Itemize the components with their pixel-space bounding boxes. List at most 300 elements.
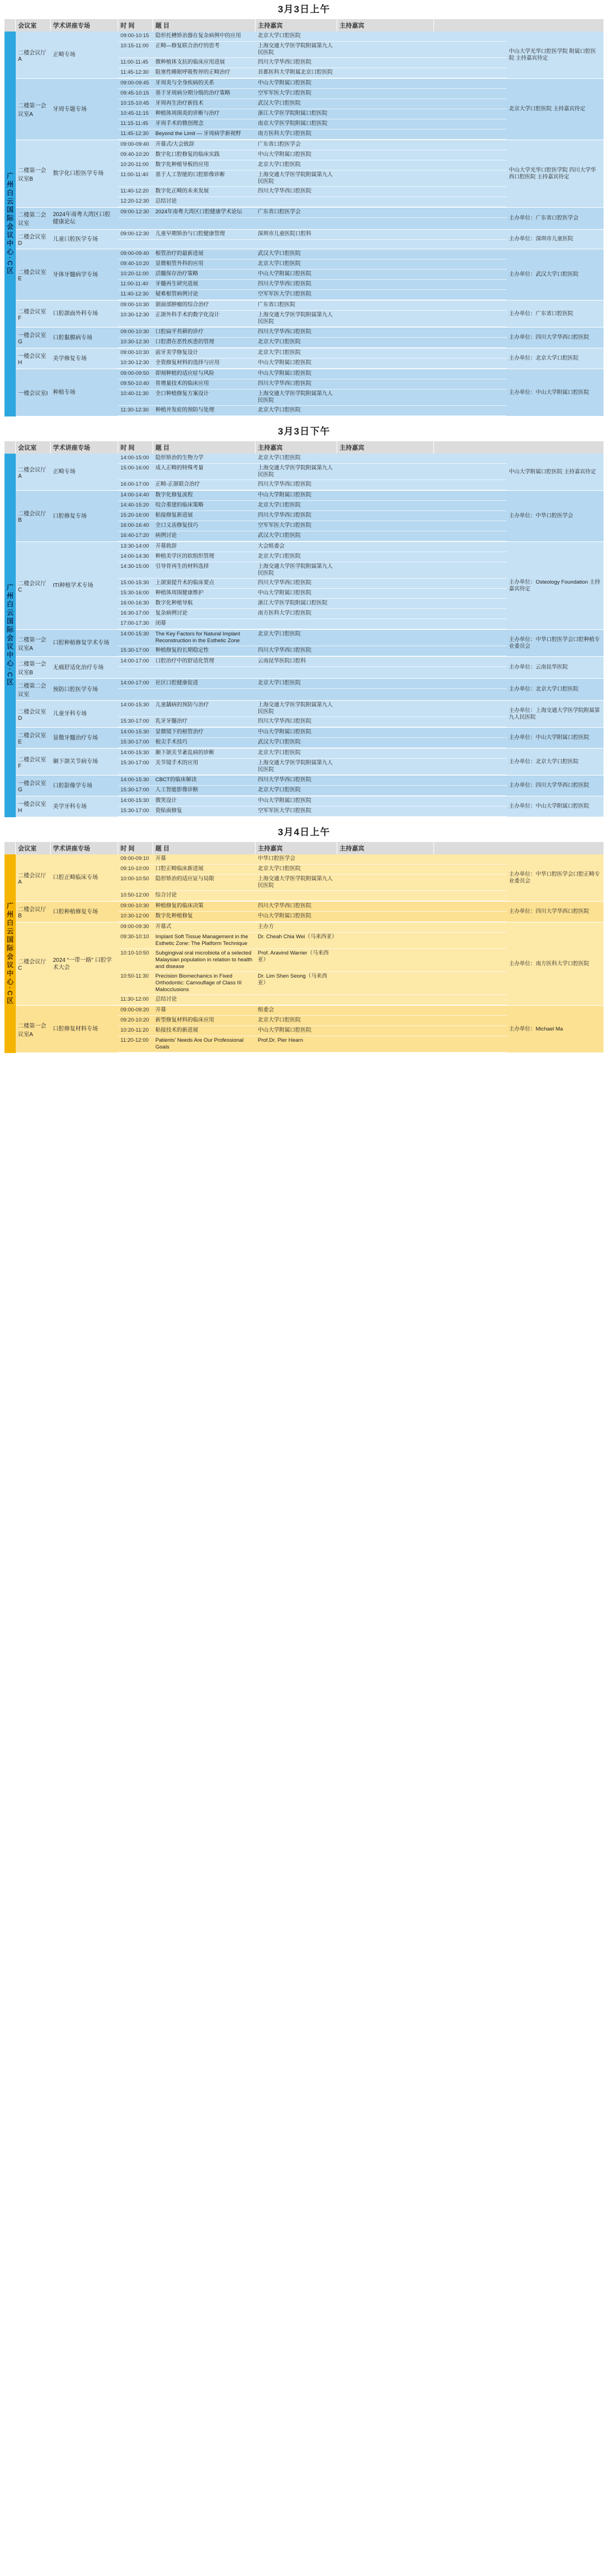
section-gap bbox=[0, 416, 608, 422]
slot-title: 正颌外科手术的数字化设计 bbox=[155, 312, 220, 318]
slot-row bbox=[118, 187, 507, 197]
slot-title: 引导骨再生的材料选择 bbox=[155, 563, 209, 570]
slot-time: 16:00-17:00 bbox=[120, 481, 149, 487]
room-row bbox=[16, 328, 603, 348]
slot-title: 即刻种植的适应症与风险 bbox=[155, 370, 214, 377]
slot-title: 口腔正畸临床新进展 bbox=[155, 866, 204, 872]
slot-time: 09:00-09:30 bbox=[120, 924, 149, 930]
room-host: 主办单位：Michael Ma bbox=[509, 1025, 564, 1032]
slot-title: Precision Biomechanics in Fixed Orthodontic: Camouflage of Class III Malocclusions bbox=[155, 973, 242, 993]
session-topic: 口腔种植修复专场 bbox=[53, 908, 98, 915]
slot-row bbox=[118, 562, 507, 579]
slot-time: 10:45-11:15 bbox=[120, 110, 149, 117]
slot-list bbox=[118, 328, 507, 348]
slot-title: Beyond the Limit — 牙周病学新视野 bbox=[155, 131, 242, 137]
slot-time: 10:30-12:00 bbox=[120, 913, 149, 919]
venue-label: 广州白云国际会议中心·C区 bbox=[5, 854, 16, 1053]
slot-row bbox=[118, 912, 507, 922]
slot-title: 数字化修复流程 bbox=[155, 492, 193, 498]
slot-title: 开幕致辞 bbox=[155, 543, 177, 549]
slot-title: 隐形托槽矫治器在复杂病例中的应用 bbox=[155, 33, 242, 39]
slot-title: 总结讨论 bbox=[155, 198, 177, 204]
slot-row bbox=[118, 454, 507, 464]
room-name: 二楼会议室F bbox=[18, 756, 46, 769]
slot-speaker: 四川大学华西口腔医院 bbox=[258, 188, 312, 194]
slot-speaker: 浙江大学医学院附属口腔医院 bbox=[258, 110, 328, 117]
slot-list bbox=[118, 1006, 507, 1052]
slot-speaker: 中山大学附属口腔医院 bbox=[258, 1027, 312, 1033]
room-name: 一楼会议室H bbox=[18, 801, 46, 814]
slot-list bbox=[118, 728, 507, 748]
slot-row bbox=[118, 249, 507, 259]
session-topic: 口腔种植修复学术专场 bbox=[53, 640, 109, 646]
slot-time: 09:20-10:20 bbox=[120, 1017, 149, 1023]
slot-row bbox=[118, 521, 507, 531]
slot-title: 牙周手术的微创理念 bbox=[155, 120, 204, 127]
slot-list bbox=[118, 454, 507, 490]
slot-title: 总结讨论 bbox=[155, 996, 177, 1002]
header-cell: 主持嘉宾 bbox=[337, 441, 434, 454]
room-row bbox=[16, 679, 603, 701]
slot-row bbox=[118, 328, 507, 338]
slot-time: 17:00-17:30 bbox=[120, 620, 149, 626]
slot-list bbox=[118, 230, 507, 249]
slot-title: 活髓保存治疗策略 bbox=[155, 271, 199, 277]
slot-row bbox=[118, 491, 507, 501]
room-host: 北京大学口腔医院 主持嘉宾待定 bbox=[509, 106, 585, 112]
slot-time: 14:00-15:30 bbox=[120, 729, 149, 735]
section-body bbox=[5, 454, 603, 817]
room-name: 二楼会议厅C bbox=[18, 580, 46, 593]
slot-list bbox=[118, 657, 507, 678]
slot-row bbox=[118, 338, 507, 348]
slot-title: 牙周炎与全身疾病的关系 bbox=[155, 80, 214, 86]
slot-row bbox=[118, 717, 507, 727]
slot-title: 复杂病例讨论 bbox=[155, 610, 188, 616]
slot-list bbox=[118, 542, 507, 629]
slot-title: 数字化种植导板的应用 bbox=[155, 162, 209, 168]
slot-time: 14:00-15:00 bbox=[120, 455, 149, 461]
slot-row bbox=[118, 42, 507, 58]
slot-row bbox=[118, 511, 507, 521]
room-row bbox=[16, 348, 603, 369]
section-title: 3月4日上午 bbox=[278, 827, 330, 837]
slot-list bbox=[118, 902, 507, 922]
room-name: 二楼第二会议室 bbox=[18, 212, 46, 227]
slot-speaker: 中山大学附属口腔医院 bbox=[258, 80, 312, 86]
slot-row bbox=[118, 480, 507, 490]
slot-row bbox=[118, 531, 507, 541]
slot-title: 颞下颌关节紊乱病的诊断 bbox=[155, 750, 214, 756]
slot-time: 13:30-14:00 bbox=[120, 543, 149, 549]
slot-time: 11:00-11:40 bbox=[120, 281, 149, 287]
header-cell: 时 间 bbox=[118, 19, 153, 32]
slot-speaker: 南方医科大学口腔医院 bbox=[258, 610, 312, 616]
slot-title: 骨增量技术的临床应用 bbox=[155, 380, 209, 387]
slot-time: 15:30-17:00 bbox=[120, 739, 149, 745]
slot-title: 种植修复的长期稳定性 bbox=[155, 647, 209, 653]
room-host: 中山大学光华口腔医学院 四川大学华西口腔医院 主持嘉宾待定 bbox=[509, 167, 596, 180]
slot-title: 开幕 bbox=[155, 1007, 167, 1013]
slot-row bbox=[118, 1016, 507, 1026]
slot-speaker: 上海交通大学医学院附属第九人民医院 bbox=[258, 172, 333, 185]
room-row bbox=[16, 701, 603, 728]
slot-time: 14:00-17:00 bbox=[120, 680, 149, 686]
room-host: 中山大学光华口腔医学院 附属口腔医院 主持嘉宾待定 bbox=[509, 48, 596, 61]
slot-speaker: 云南昆华医院口腔科 bbox=[258, 658, 306, 664]
table-header bbox=[5, 19, 603, 32]
header-cell: 主持嘉宾 bbox=[337, 19, 434, 32]
room-host: 主办单位：中山大学附属口腔医院 bbox=[509, 734, 589, 741]
slot-row bbox=[118, 1036, 507, 1052]
slot-speaker: 北京大学口腔医院 bbox=[258, 33, 301, 39]
slot-speaker: 四川大学华西口腔医院 bbox=[258, 481, 312, 487]
slot-row bbox=[118, 150, 507, 160]
slot-title: 社区口腔健康促进 bbox=[155, 680, 199, 686]
slot-speaker: 上海交通大学医学院附属第九人民医院 bbox=[258, 465, 333, 478]
section-body bbox=[5, 32, 603, 416]
room-host: 主办单位：中华口腔医学会口腔正畸专业委员会 bbox=[509, 871, 600, 884]
slot-title: 基于人工智能的口腔影像诊断 bbox=[155, 172, 225, 178]
slot-speaker: 四川大学华西口腔医院 bbox=[258, 59, 312, 65]
header-cell: 题 目 bbox=[153, 842, 256, 854]
slot-speaker: 四川大学华西口腔医院 bbox=[258, 903, 312, 909]
header-cell: 时 间 bbox=[118, 842, 153, 854]
slot-list bbox=[118, 140, 507, 207]
slot-row bbox=[118, 89, 507, 99]
slot-title: 数字化种植修复 bbox=[155, 913, 193, 919]
table-header bbox=[5, 842, 603, 854]
room-name: 二楼会议厅A bbox=[18, 872, 46, 885]
session-topic: 儿童牙科专场 bbox=[53, 711, 87, 717]
slot-title: 根尖手术技巧 bbox=[155, 739, 188, 745]
slot-time: 09:00-10:15 bbox=[120, 33, 149, 39]
slot-time: 14:00-14:40 bbox=[120, 492, 149, 498]
slot-speaker: 中华口腔医学会 bbox=[258, 855, 296, 862]
slot-time: 09:45-10:15 bbox=[120, 90, 149, 96]
slot-time: 10:15-10:45 bbox=[120, 100, 149, 106]
slot-row bbox=[118, 99, 507, 109]
slot-row bbox=[118, 619, 507, 629]
slot-row bbox=[118, 311, 507, 327]
slot-time: 10:15-11:00 bbox=[120, 43, 149, 49]
slot-row bbox=[118, 270, 507, 280]
room-row bbox=[16, 542, 603, 630]
slot-speaker: 四川大学华西口腔医院 bbox=[258, 380, 312, 387]
session-topic: 正畸专场 bbox=[53, 469, 75, 475]
slot-speaker: 广东省口腔医学会 bbox=[258, 209, 301, 215]
slot-time: 14:00-15:30 bbox=[120, 798, 149, 804]
slot-time: 16:00-16:40 bbox=[120, 522, 149, 528]
slot-time: 11:45-12:30 bbox=[120, 131, 149, 137]
slot-time: 09:00-09:50 bbox=[120, 370, 149, 377]
slot-title: 人工智能影像诊断 bbox=[155, 787, 199, 793]
slot-time: 14:00-17:00 bbox=[120, 658, 149, 664]
session-topic: 2024年南粤大湾区口腔健康论坛 bbox=[53, 212, 111, 225]
session-topic: 颞下颌关节病专场 bbox=[53, 759, 98, 765]
slot-row bbox=[118, 972, 507, 995]
slot-row bbox=[118, 379, 507, 389]
schedule-section bbox=[5, 422, 603, 817]
slot-row bbox=[118, 738, 507, 748]
header-cell: 主持嘉宾 bbox=[256, 19, 337, 32]
room-row bbox=[16, 796, 603, 817]
slot-row bbox=[118, 776, 507, 786]
slot-time: 09:00-09:40 bbox=[120, 141, 149, 147]
header-cell: 学术讲座专场 bbox=[51, 441, 118, 454]
slot-list bbox=[118, 79, 507, 140]
slot-row bbox=[118, 864, 507, 875]
slot-title: 种植体周围炎的诊断与治疗 bbox=[155, 110, 220, 117]
slot-time: 09:30-10:10 bbox=[120, 934, 149, 940]
room-row bbox=[16, 749, 603, 776]
room-host: 主办单位：中华口腔医学会口腔种植专业委员会 bbox=[509, 636, 600, 649]
slot-title: 根管治疗的最新进展 bbox=[155, 250, 204, 257]
room-name: 二楼第一会议室A bbox=[18, 103, 46, 118]
slot-time: 09:00-12:30 bbox=[120, 209, 149, 215]
slot-row bbox=[118, 68, 507, 78]
header-cell: 会议室 bbox=[16, 842, 51, 854]
slot-title: 粘接技术的新进展 bbox=[155, 1027, 199, 1033]
room-row bbox=[16, 1006, 603, 1053]
room-host: 主办单位：中华口腔医学会 bbox=[509, 513, 574, 519]
room-name: 二楼会议室D bbox=[18, 709, 46, 722]
slot-title: 闭幕 bbox=[155, 620, 167, 626]
session-topic: 预防口腔医学专场 bbox=[53, 686, 98, 693]
section-gap bbox=[0, 817, 608, 823]
slot-speaker: 北京大学口腔医院 bbox=[258, 339, 301, 345]
session-topic: 口腔正畸临床专场 bbox=[53, 875, 98, 881]
slot-row bbox=[118, 369, 507, 379]
slot-row bbox=[118, 679, 507, 689]
slot-time: 09:40-10:20 bbox=[120, 151, 149, 158]
slot-speaker: 中山大学附属口腔医院 bbox=[258, 360, 312, 366]
slot-title: 开幕 bbox=[155, 855, 167, 862]
room-row bbox=[16, 728, 603, 749]
slot-speaker: 大会组委会 bbox=[258, 543, 285, 549]
room-row bbox=[16, 630, 603, 657]
section-body bbox=[5, 854, 603, 1053]
slot-time: 12:20-12:30 bbox=[120, 198, 149, 204]
slot-row bbox=[118, 646, 507, 656]
slot-time: 10:30-12:30 bbox=[120, 312, 149, 318]
slot-speaker: 武汉大学口腔医院 bbox=[258, 250, 301, 257]
slot-speaker: 北京大学口腔医院 bbox=[258, 750, 301, 756]
room-name: 二楼第一会议室B bbox=[18, 167, 46, 182]
slot-list bbox=[118, 32, 507, 78]
slot-speaker: 北京大学口腔医院 bbox=[258, 631, 301, 637]
slot-time: 09:00-10:30 bbox=[120, 302, 149, 308]
slot-title: The Key Factors for Natural Implant Reconstruction in the Esthetic Zone bbox=[155, 631, 240, 644]
slot-time: 14:00-15:30 bbox=[120, 631, 149, 637]
slot-row bbox=[118, 129, 507, 140]
slot-row bbox=[118, 140, 507, 150]
slot-list bbox=[118, 369, 507, 416]
header-cell: 题 目 bbox=[153, 441, 256, 454]
slot-time: 14:00-15:30 bbox=[120, 777, 149, 783]
slot-speaker: 首都医科大学附属北京口腔医院 bbox=[258, 69, 333, 75]
slot-row bbox=[118, 160, 507, 171]
slot-row bbox=[118, 1006, 507, 1016]
session-topic: 口腔黏膜病专场 bbox=[53, 334, 92, 341]
room-host: 主办单位：云南昆华医院 bbox=[509, 664, 568, 670]
slot-time: 10:20-11:00 bbox=[120, 162, 149, 168]
slot-speaker: 南京大学医学院附属口腔医院 bbox=[258, 120, 328, 127]
room-list bbox=[16, 854, 603, 1053]
header-cell: 主持嘉宾 bbox=[256, 842, 337, 854]
slot-row bbox=[118, 995, 507, 1005]
slot-title: 粘接修复新进展 bbox=[155, 512, 193, 518]
slot-speaker: 北京大学口腔医院 bbox=[258, 455, 301, 461]
session-topic: 美学修复专场 bbox=[53, 355, 87, 362]
room-row bbox=[16, 854, 603, 902]
slot-title: 咬合重建的临床策略 bbox=[155, 502, 204, 508]
session-topic: 显微牙髓治疗专场 bbox=[53, 734, 98, 741]
room-name: 二楼会议厅C bbox=[18, 958, 46, 971]
section-title: 3月3日下午 bbox=[278, 426, 330, 437]
slot-title: 种植美学区的软组织管理 bbox=[155, 553, 214, 559]
slot-title: 显微镜下的根管治疗 bbox=[155, 729, 204, 735]
header-cell: 会议室 bbox=[16, 441, 51, 454]
slot-speaker: 广东省口腔医院 bbox=[258, 302, 296, 308]
session-topic: 口腔颌面外科专场 bbox=[53, 311, 98, 317]
slot-title: 儿童早期矫治与口腔健康管理 bbox=[155, 231, 225, 237]
room-name: 一楼会议室G bbox=[18, 781, 46, 793]
slot-speaker: 主办方 bbox=[258, 924, 274, 930]
slot-row bbox=[118, 657, 507, 667]
slot-speaker: 空军军医大学口腔医院 bbox=[258, 808, 312, 814]
room-row bbox=[16, 32, 603, 79]
slot-time: 15:20-16:00 bbox=[120, 512, 149, 518]
session-topic: 正畸专场 bbox=[53, 52, 75, 58]
slot-row bbox=[118, 79, 507, 89]
slot-time: 09:00-12:30 bbox=[120, 231, 149, 237]
room-name: 二楼会议厅A bbox=[18, 50, 46, 62]
room-name: 二楼会议室E bbox=[18, 270, 46, 282]
slot-row bbox=[118, 280, 507, 290]
slot-speaker: 上海交通大学医学院附属第九人民医院 bbox=[258, 43, 333, 56]
slot-time: 15:00-16:00 bbox=[120, 465, 149, 471]
slot-speaker: Prof. Aravind Warrier（马来西亚） bbox=[258, 950, 329, 963]
slot-title: 显微根管外科的应用 bbox=[155, 261, 204, 267]
slot-time: 11:40-12:20 bbox=[120, 188, 149, 194]
header-cell bbox=[5, 842, 16, 854]
header-cell bbox=[5, 19, 16, 32]
session-topic: 数字化口腔医学专场 bbox=[53, 171, 104, 177]
slot-title: 隐形矫治的适应证与局限 bbox=[155, 876, 214, 882]
slot-time: 15:30-17:00 bbox=[120, 760, 149, 766]
session-topic: 儿童口腔医学专场 bbox=[53, 236, 98, 243]
slot-list bbox=[118, 208, 507, 229]
slot-time: 10:20-11:00 bbox=[120, 271, 149, 277]
slot-row bbox=[118, 1026, 507, 1036]
slot-title: 微种植体支抗的临床应用进展 bbox=[155, 59, 225, 65]
slot-title: 综合讨论 bbox=[155, 892, 177, 898]
slot-title: 全口义齿修复技巧 bbox=[155, 522, 199, 528]
slot-row bbox=[118, 359, 507, 369]
slot-speaker: 北京大学口腔医院 bbox=[258, 787, 301, 793]
room-host: 主办单位：四川大学华西口腔医院 bbox=[509, 334, 589, 341]
slot-time: 09:50-10:40 bbox=[120, 380, 149, 387]
slot-list bbox=[118, 301, 507, 327]
slot-time: 14:40-15:20 bbox=[120, 502, 149, 508]
slot-time: 10:50-12:00 bbox=[120, 892, 149, 898]
slot-speaker: 中山大学附属口腔医院 bbox=[258, 151, 312, 158]
slot-speaker: 北京大学口腔医院 bbox=[258, 502, 301, 508]
room-list bbox=[16, 32, 603, 416]
slot-speaker: 北京大学口腔医院 bbox=[258, 162, 301, 168]
slot-row bbox=[118, 579, 507, 589]
slot-title: 口腔潜在恶性疾患的管理 bbox=[155, 339, 214, 345]
slot-list bbox=[118, 249, 507, 300]
slot-speaker: 北京大学口腔医院 bbox=[258, 553, 301, 559]
slot-title: 全口种植修复方案设计 bbox=[155, 391, 209, 397]
slot-speaker: 北京大学口腔医院 bbox=[258, 680, 301, 686]
slot-speaker: 中山大学附属口腔医院 bbox=[258, 370, 312, 377]
slot-speaker: 上海交通大学医学院附属第九人民医院 bbox=[258, 312, 333, 325]
slot-time: 16:40-17:20 bbox=[120, 532, 149, 539]
slot-time: 09:00-09:20 bbox=[120, 1007, 149, 1013]
room-host: 中山大学附属口腔医院 主持嘉宾待定 bbox=[509, 468, 596, 475]
room-host: 主办单位：武汉大学口腔医院 bbox=[509, 271, 579, 277]
slot-row bbox=[118, 749, 507, 759]
slot-row bbox=[118, 922, 507, 933]
slot-title: 数字化种植导航 bbox=[155, 600, 193, 606]
room-name: 二楼会议厅B bbox=[18, 511, 46, 523]
room-row bbox=[16, 249, 603, 301]
slot-title: 新型修复材料的临床应用 bbox=[155, 1017, 214, 1023]
slot-title: 乳牙牙髓治疗 bbox=[155, 718, 188, 724]
slot-list bbox=[118, 701, 507, 727]
table-header bbox=[5, 441, 603, 454]
slot-time: 11:45-12:30 bbox=[120, 69, 149, 75]
slot-row bbox=[118, 406, 507, 416]
slot-title: 微笑设计 bbox=[155, 798, 177, 804]
room-name: 一楼会议室I bbox=[18, 391, 48, 397]
slot-title: 牙髓再生研究进展 bbox=[155, 281, 199, 287]
slot-title: 关节镜手术的应用 bbox=[155, 760, 199, 766]
slot-time: 14:00-14:30 bbox=[120, 553, 149, 559]
slot-speaker: 上海交通大学医学院附属第九人民医院 bbox=[258, 563, 333, 576]
slot-speaker: 中山大学附属口腔医院 bbox=[258, 913, 312, 919]
schedule-section bbox=[5, 0, 603, 416]
slot-row bbox=[118, 290, 507, 300]
slot-title: Implant Soft Tissue Management in the Esthetic Zone: The Platform Technique bbox=[155, 934, 248, 947]
section-title: 3月3日上午 bbox=[278, 4, 330, 15]
slot-row bbox=[118, 197, 507, 207]
slot-time: 11:00-11:40 bbox=[120, 172, 149, 178]
session-topic: 2024 “一带一路” 口腔学术大会 bbox=[53, 957, 112, 971]
slot-title: CBCT的临床解读 bbox=[155, 777, 197, 783]
schedule-section bbox=[5, 823, 603, 1053]
slot-speaker: 北京大学口腔医院 bbox=[258, 1017, 301, 1023]
slot-title: 种植并发症的预防与处理 bbox=[155, 407, 214, 413]
slot-speaker: 上海交通大学医学院附属第九人民医院 bbox=[258, 760, 333, 773]
header-cell: 主持嘉宾 bbox=[256, 441, 337, 454]
slot-speaker: 武汉大学口腔医院 bbox=[258, 100, 301, 106]
slot-list bbox=[118, 922, 507, 1005]
slot-title: Subgingival oral microbiota of a selected Malaysian population in relation to health and disease bbox=[155, 950, 253, 970]
session-topic: 口腔影像学专场 bbox=[53, 782, 92, 789]
slot-row bbox=[118, 609, 507, 619]
slot-title: 全瓷修复材料的选择与应用 bbox=[155, 360, 220, 366]
slot-time: 16:00-16:30 bbox=[120, 600, 149, 606]
slot-speaker: Prof.Dr. Pier Hearn bbox=[258, 1037, 303, 1043]
slot-title: 开幕式/大会致辞 bbox=[155, 141, 195, 147]
session-topic: 口腔修复材料专场 bbox=[53, 1026, 98, 1032]
slot-speaker: 南方医科大学口腔医院 bbox=[258, 131, 312, 137]
slot-title: 口腔治疗中的舒适化管理 bbox=[155, 658, 214, 664]
